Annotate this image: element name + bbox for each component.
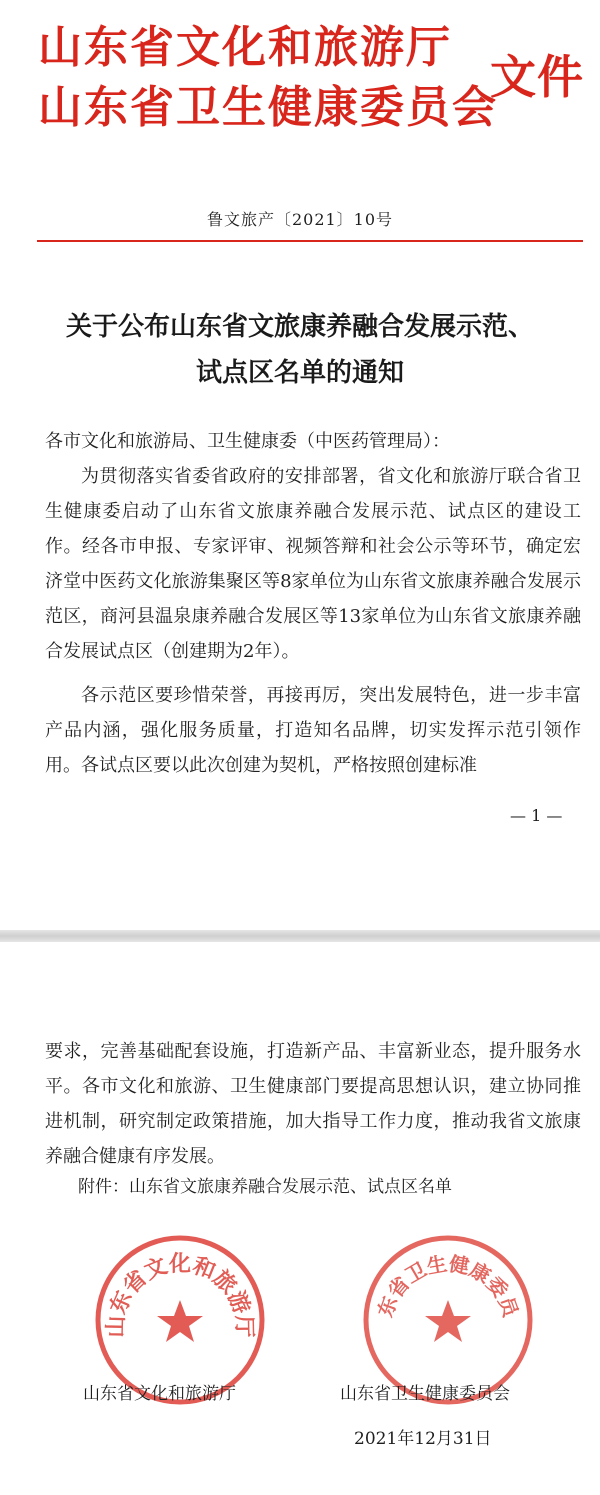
attachment-note: 附件：山东省文旅康养融合发展示范、试点区名单 (78, 1177, 452, 1197)
issuer-line-1: 山东省文化和旅游厅 (38, 22, 452, 73)
page-number: — 1 — (510, 806, 563, 825)
document-number: 鲁文旅产〔2021〕10号 (206, 210, 394, 229)
seal-1-text: 山东省文化和旅游厅 (102, 1251, 258, 1338)
notice-title-line-2: 试点区名单的通知 (195, 358, 404, 388)
page-separator (0, 930, 600, 942)
notice-title-line-1: 关于公布山东省文旅康养融合发展示范、 (65, 312, 534, 342)
paragraph-1: 为贯彻落实省委省政府的安排部署，省文化和旅游厅联合省卫生健康委启动了山东省文旅康养融合发展示范、试点区的建设工作。经各市申报、专家评审、视频答辩和社会公示等环节，确定宏济堂中医药文化旅游集聚区等8家单位为山东省文旅康养融合发展示范区，商河县温泉康养融合发展区等13家单位为山东省文旅康养融合发展试点区（创建期为2年）。 (45, 466, 581, 662)
issue-date: 2021年12月31日 (354, 1429, 492, 1449)
seal-2-text: 山东省卫生健康委员会 (348, 1211, 523, 1321)
salutation: 各市文化和旅游局、卫生健康委（中医药管理局）： (45, 431, 450, 452)
signer-health-commission: 山东省卫生健康委员会 (340, 1384, 510, 1404)
svg-text:山东省卫生健康委员会 (348, 1211, 524, 1322)
signer-culture-tourism: 山东省文化和旅游厅 (83, 1384, 236, 1404)
document-page-2 (0, 942, 600, 1495)
document-label: 文件 (490, 50, 584, 104)
paragraph-2-start: 各示范区要珍惜荣誉，再接再厉，突出发展特色，进一步丰富产品内涵，强化服务质量，打造知名品牌，切实发挥示范引领作用。各试点区要以此次创建为契机，严格按照创建标准 (45, 685, 581, 776)
issuer-line-2: 山东省卫生健康委员会 (38, 82, 498, 133)
red-divider-line (37, 240, 583, 242)
paragraph-2-end: 要求，完善基础配套设施，打造新产品、丰富新业态，提升服务水平。各市文化和旅游、卫生健康部门要提高思想认识，建立协同推进机制，研究制定政策措施，加大指导工作力度，推动我省文旅康养融合健康有序发展。 (45, 1041, 581, 1167)
